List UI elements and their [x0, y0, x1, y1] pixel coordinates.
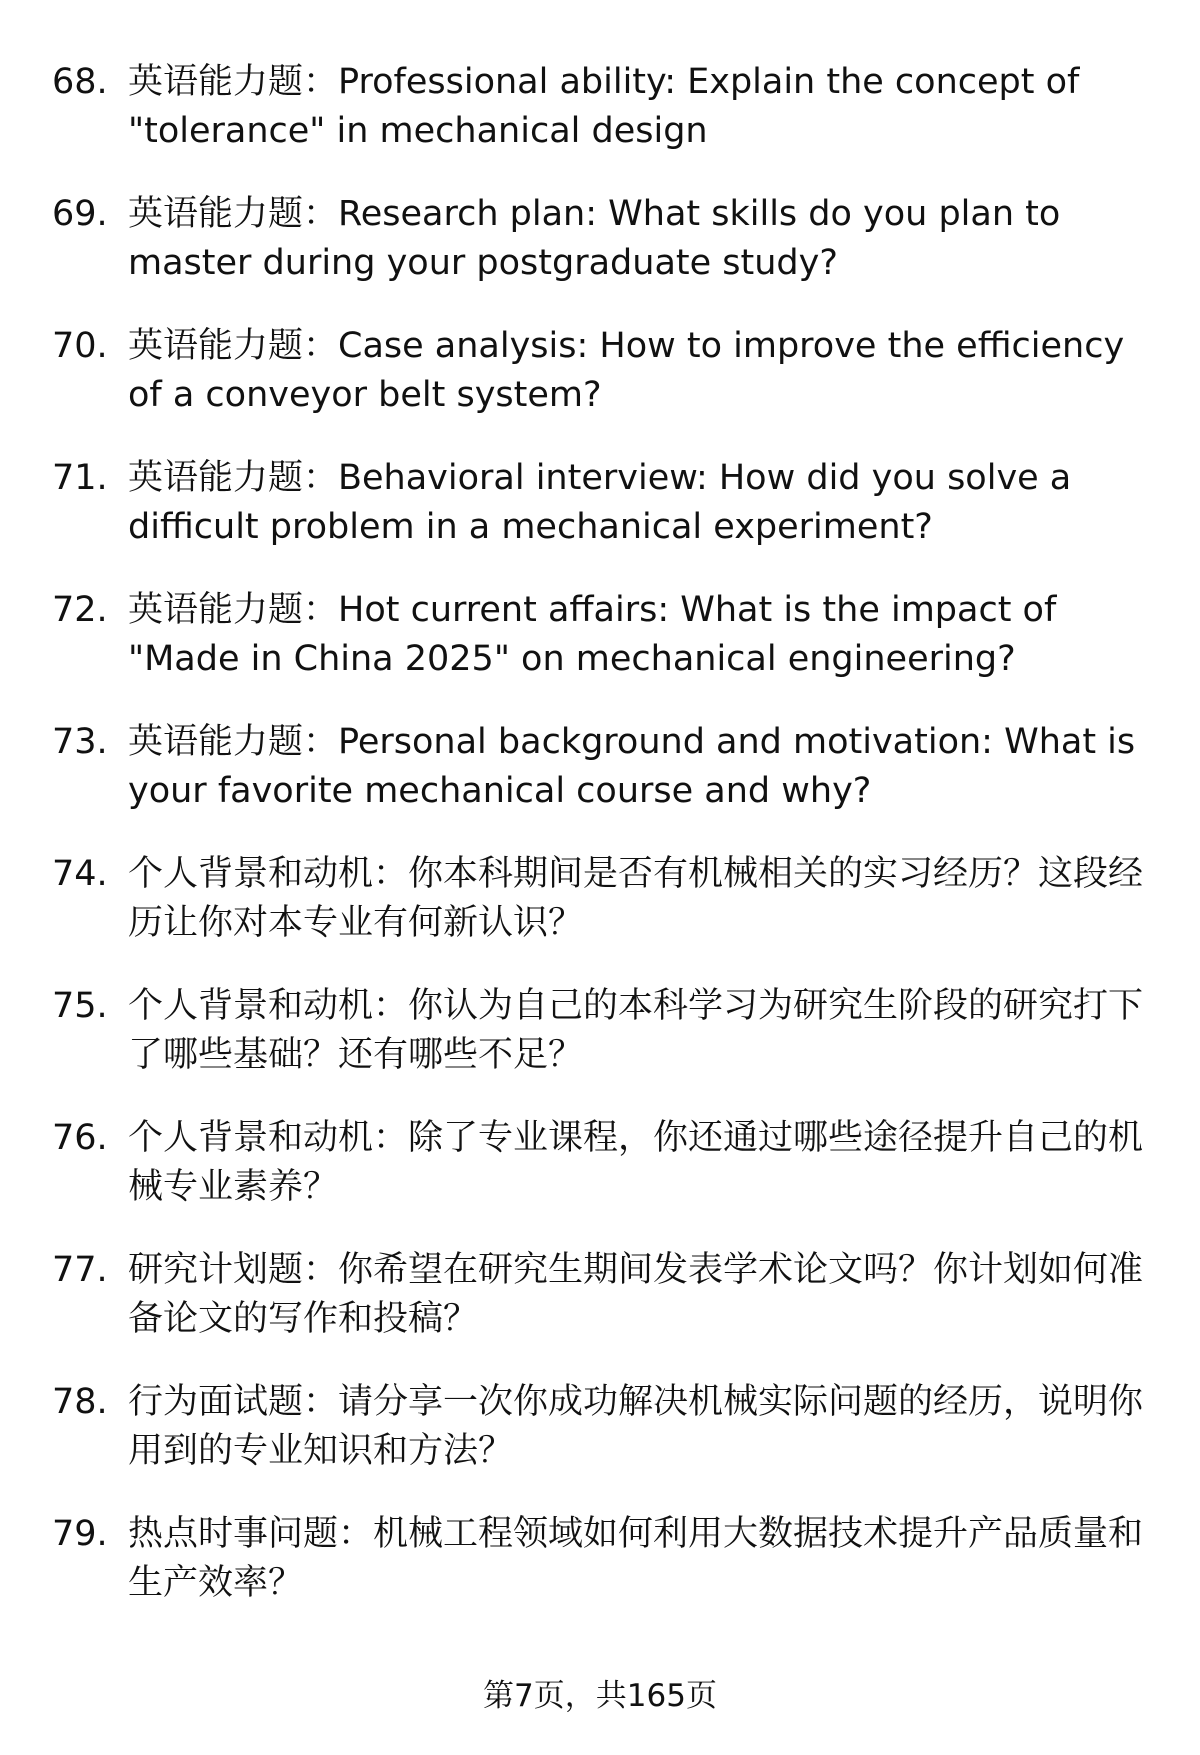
- question-item: [52, 982, 1164, 1080]
- question-text: 行为面试题：请分享一次你成功解决机械实际问题的经历，说明你用到的专业知识和方法？: [128, 1382, 1144, 1471]
- question-number: 79.: [52, 1514, 108, 1554]
- question-text: 个人背景和动机：你认为自己的本科学习为研究生阶段的研究打下了哪些基础？还有哪些不足？: [128, 986, 1144, 1075]
- question-text: 个人背景和动机：你本科期间是否有机械相关的实习经历？这段经历让你对本专业有何新认识？: [128, 854, 1144, 943]
- question-item: [52, 718, 1164, 816]
- question-item: [52, 1510, 1164, 1608]
- question-number: 74.: [52, 854, 108, 894]
- question-text: 研究计划题：你希望在研究生期间发表学术论文吗？你计划如何准备论文的写作和投稿？: [128, 1250, 1144, 1339]
- question-text: 热点时事问题：机械工程领域如何利用大数据技术提升产品质量和生产效率？: [128, 1514, 1144, 1603]
- question-text: 个人背景和动机：除了专业课程，你还通过哪些途径提升自己的机械专业素养？: [128, 1118, 1144, 1207]
- question-number: 78.: [52, 1382, 108, 1422]
- question-text: 英语能力题：Case analysis: How to improve the efficiency of a conveyor belt system?: [128, 326, 1125, 415]
- question-text: 英语能力题：Hot current affairs: What is the impact of "Made in China 2025" on mechanical engineering?: [128, 590, 1057, 679]
- question-number: 75.: [52, 986, 108, 1026]
- question-item: [52, 190, 1164, 288]
- page-footer: 第7页，共165页: [483, 1678, 717, 1714]
- question-text: 英语能力题：Personal background and motivation: What is your favorite mechanical course and why?: [128, 722, 1136, 811]
- question-number: 73.: [52, 722, 108, 762]
- question-number: 69.: [52, 194, 108, 234]
- question-number: 71.: [52, 458, 108, 498]
- question-text: 英语能力题：Research plan: What skills do you plan to master during your postgraduate study?: [128, 194, 1061, 283]
- question-number: 68.: [52, 62, 108, 102]
- question-item: [52, 1378, 1164, 1476]
- question-number: 70.: [52, 326, 108, 366]
- question-item: [52, 58, 1164, 156]
- question-list: [52, 58, 1164, 1642]
- question-text: 英语能力题：Behavioral interview: How did you solve a difficult problem in a mechanical experiment?: [128, 458, 1072, 547]
- question-number: 76.: [52, 1118, 108, 1158]
- question-item: [52, 322, 1164, 420]
- question-number: 72.: [52, 590, 108, 630]
- question-item: [52, 1114, 1164, 1212]
- question-item: [52, 586, 1164, 684]
- question-item: [52, 454, 1164, 552]
- question-item: [52, 1246, 1164, 1344]
- question-item: [52, 850, 1164, 948]
- question-text: 英语能力题：Professional ability: Explain the concept of "tolerance" in mechanical design: [128, 62, 1080, 151]
- question-number: 77.: [52, 1250, 108, 1290]
